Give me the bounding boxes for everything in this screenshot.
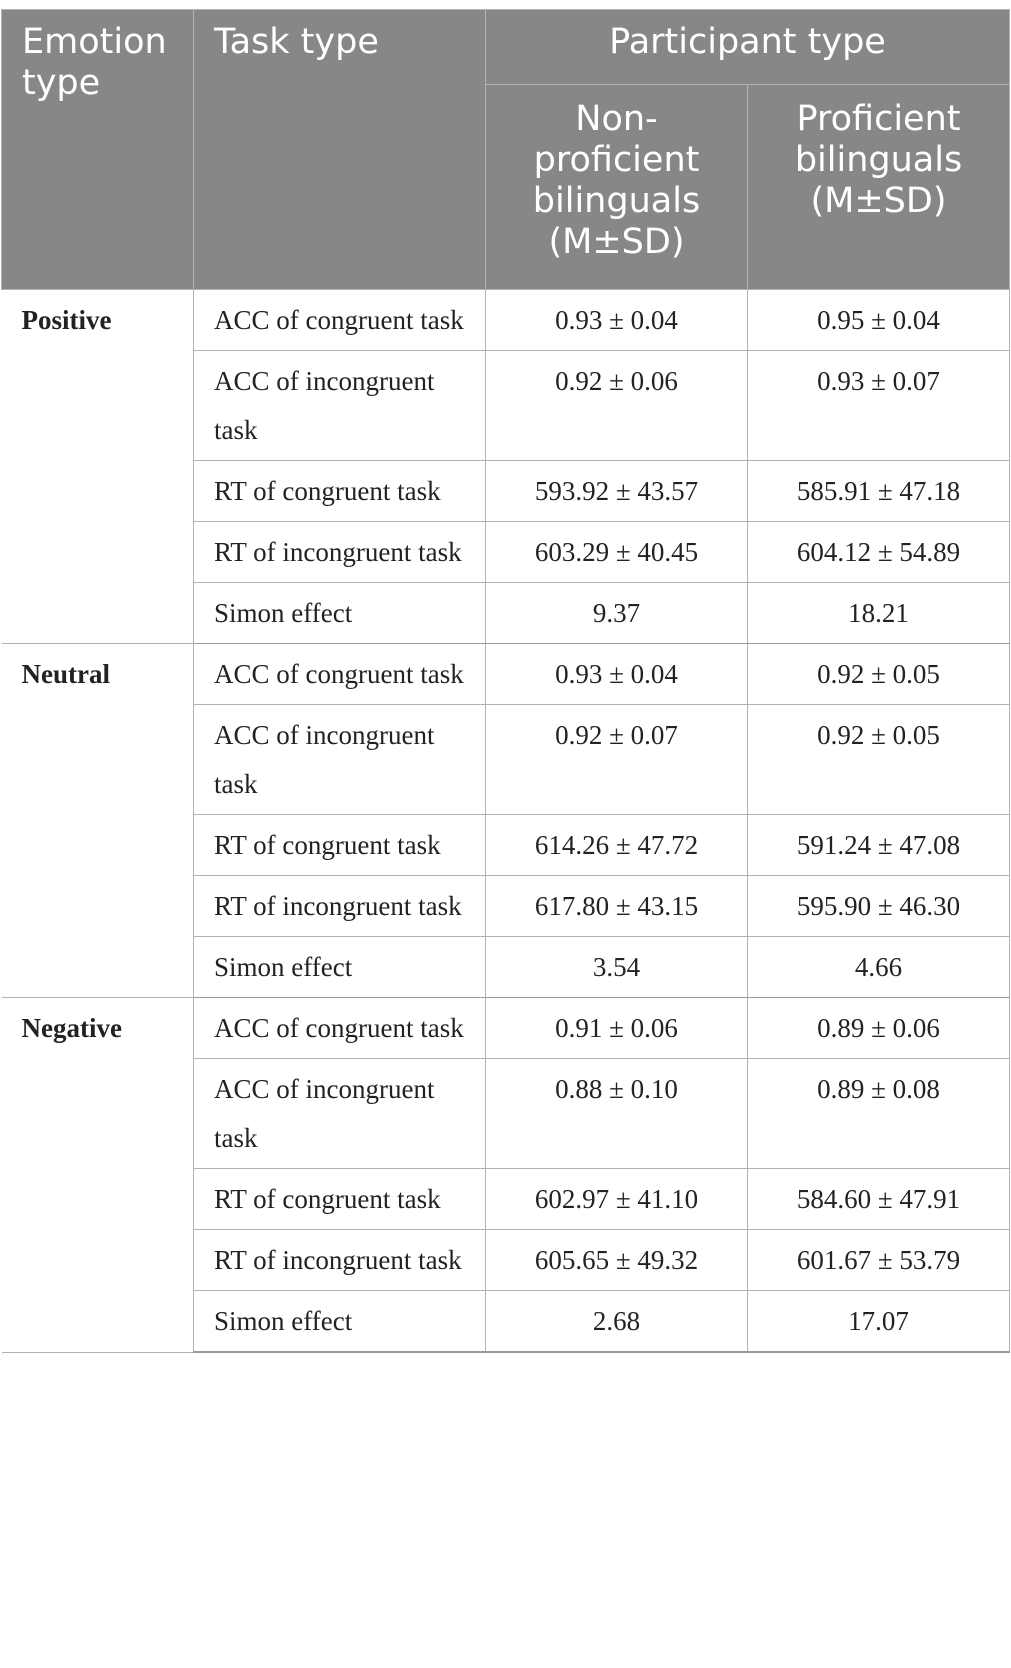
emotion-label-neutral: Neutral: [2, 644, 194, 998]
proficient-value: 17.07: [748, 1291, 1010, 1353]
non-proficient-value: 0.92 ± 0.06: [486, 351, 748, 461]
header-task-type: Task type: [194, 10, 486, 290]
task-cell: ACC of congruent task: [194, 644, 486, 705]
table-row: [2, 290, 1010, 351]
non-proficient-value: 602.97 ± 41.10: [486, 1169, 748, 1230]
task-cell: ACC of congruent task: [194, 998, 486, 1059]
emotion-label-positive: Positive: [2, 290, 194, 644]
non-proficient-value: 603.29 ± 40.45: [486, 522, 748, 583]
task-cell: Simon effect: [194, 583, 486, 644]
proficient-value: 0.89 ± 0.08: [748, 1059, 1010, 1169]
non-proficient-value: 0.92 ± 0.07: [486, 705, 748, 815]
non-proficient-value: 0.88 ± 0.10: [486, 1059, 748, 1169]
group-positive: [2, 290, 1010, 644]
non-proficient-value: 0.93 ± 0.04: [486, 644, 748, 705]
task-cell: Simon effect: [194, 937, 486, 998]
task-cell: RT of congruent task: [194, 815, 486, 876]
proficient-value: 0.93 ± 0.07: [748, 351, 1010, 461]
proficient-value: 0.92 ± 0.05: [748, 644, 1010, 705]
non-proficient-value: 9.37: [486, 583, 748, 644]
task-cell: RT of incongruent task: [194, 1230, 486, 1291]
header-proficient: Proficient bilinguals (M±SD): [748, 85, 1010, 290]
proficient-value: 4.66: [748, 937, 1010, 998]
task-cell: RT of congruent task: [194, 1169, 486, 1230]
proficient-value: 601.67 ± 53.79: [748, 1230, 1010, 1291]
task-cell: ACC of incongruent task: [194, 351, 486, 461]
task-cell: ACC of incongruent task: [194, 1059, 486, 1169]
proficient-value: 595.90 ± 46.30: [748, 876, 1010, 937]
results-table: [1, 9, 1010, 1353]
task-cell: RT of incongruent task: [194, 522, 486, 583]
task-cell: ACC of congruent task: [194, 290, 486, 351]
proficient-value: 585.91 ± 47.18: [748, 461, 1010, 522]
task-cell: RT of incongruent task: [194, 876, 486, 937]
header-participant-type: Participant type: [486, 10, 1010, 85]
group-negative: [2, 998, 1010, 1353]
table-row: [2, 998, 1010, 1059]
header-emotion-type: Emotion type: [2, 10, 194, 290]
proficient-value: 0.95 ± 0.04: [748, 290, 1010, 351]
proficient-value: 0.89 ± 0.06: [748, 998, 1010, 1059]
non-proficient-value: 614.26 ± 47.72: [486, 815, 748, 876]
emotion-label-negative: Negative: [2, 998, 194, 1353]
non-proficient-value: 617.80 ± 43.15: [486, 876, 748, 937]
task-cell: RT of congruent task: [194, 461, 486, 522]
table-header: [2, 10, 1010, 290]
proficient-value: 0.92 ± 0.05: [748, 705, 1010, 815]
group-neutral: [2, 644, 1010, 998]
proficient-value: 18.21: [748, 583, 1010, 644]
task-cell: ACC of incongruent task: [194, 705, 486, 815]
non-proficient-value: 0.91 ± 0.06: [486, 998, 748, 1059]
task-cell: Simon effect: [194, 1291, 486, 1353]
table-row: [2, 644, 1010, 705]
proficient-value: 591.24 ± 47.08: [748, 815, 1010, 876]
proficient-value: 584.60 ± 47.91: [748, 1169, 1010, 1230]
non-proficient-value: 593.92 ± 43.57: [486, 461, 748, 522]
non-proficient-value: 605.65 ± 49.32: [486, 1230, 748, 1291]
non-proficient-value: 2.68: [486, 1291, 748, 1353]
non-proficient-value: 3.54: [486, 937, 748, 998]
proficient-value: 604.12 ± 54.89: [748, 522, 1010, 583]
non-proficient-value: 0.93 ± 0.04: [486, 290, 748, 351]
header-non-proficient: Non-proficient bilinguals (M±SD): [486, 85, 748, 290]
